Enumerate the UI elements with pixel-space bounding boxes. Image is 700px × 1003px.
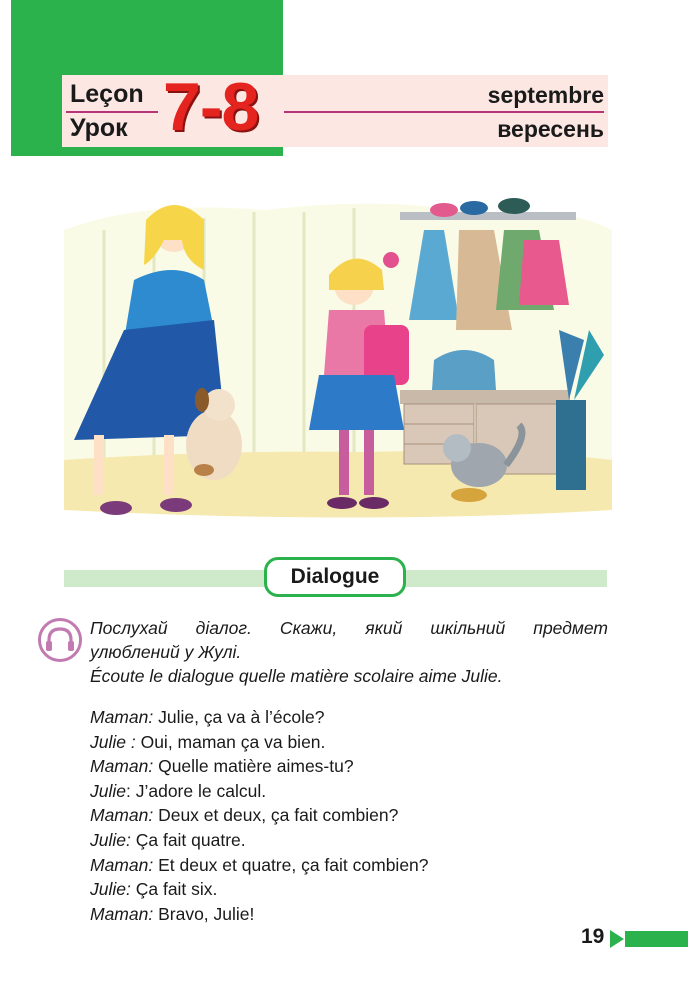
dialogue-line bbox=[90, 754, 429, 779]
speaker: Julie: bbox=[90, 829, 131, 850]
dialogue-line bbox=[90, 705, 429, 730]
section-title: Dialogue bbox=[264, 557, 406, 597]
utterance: Julie, ça va à l’école? bbox=[153, 707, 325, 727]
utterance: Ça fait six. bbox=[130, 879, 218, 900]
instructions bbox=[90, 616, 608, 688]
speaker: Julie : bbox=[90, 731, 136, 752]
dialogue-lines bbox=[90, 705, 429, 926]
arrow-right-icon bbox=[610, 930, 624, 948]
lesson-label-fr: Leçon bbox=[70, 80, 144, 108]
instruction-uk-line-1: Послухай діалог. Скажи, який шкільний предмет bbox=[90, 618, 608, 638]
dialogue-line bbox=[90, 877, 429, 902]
header-rule-left bbox=[66, 111, 158, 113]
dialogue-line bbox=[90, 853, 429, 878]
dialogue-line bbox=[90, 803, 429, 828]
illustration-mother-and-daughter bbox=[64, 190, 612, 520]
utterance: Oui, maman ça va bien. bbox=[135, 731, 326, 752]
header-rule-right bbox=[284, 111, 604, 113]
utterance: : J’adore le calcul. bbox=[126, 780, 267, 801]
headphones-icon bbox=[37, 617, 83, 663]
speaker: Maman: bbox=[90, 805, 154, 826]
speaker: Maman: bbox=[90, 707, 154, 727]
instruction-fr: Écoute le dialogue quelle matière scolaire aime Julie. bbox=[90, 666, 503, 686]
month-fr: septembre bbox=[487, 82, 604, 108]
instruction-uk-line-2: улюблений у Жулі. bbox=[90, 642, 242, 662]
utterance: Bravo, Julie! bbox=[153, 903, 255, 924]
speaker: Julie: bbox=[90, 879, 131, 900]
utterance: Et deux et quatre, ça fait combien? bbox=[153, 854, 429, 875]
dialogue-line bbox=[90, 730, 429, 755]
lesson-label-uk: Урок bbox=[70, 114, 128, 142]
dialogue-line bbox=[90, 902, 429, 927]
utterance: Ça fait quatre. bbox=[130, 829, 246, 850]
utterance: Quelle matière aimes-tu? bbox=[153, 756, 354, 777]
speaker: Maman: bbox=[90, 756, 154, 777]
lesson-number: 7-8 bbox=[163, 69, 259, 145]
speaker: Julie bbox=[90, 780, 126, 801]
speaker: Maman: bbox=[90, 854, 154, 875]
speaker: Maman: bbox=[90, 903, 154, 924]
dialogue-line bbox=[90, 828, 429, 853]
month-uk: вересень bbox=[497, 116, 604, 142]
page-number: 19 bbox=[581, 925, 605, 948]
utterance: Deux et deux, ça fait combien? bbox=[153, 805, 399, 826]
dialogue-line bbox=[90, 779, 429, 804]
page-bar bbox=[625, 931, 688, 947]
